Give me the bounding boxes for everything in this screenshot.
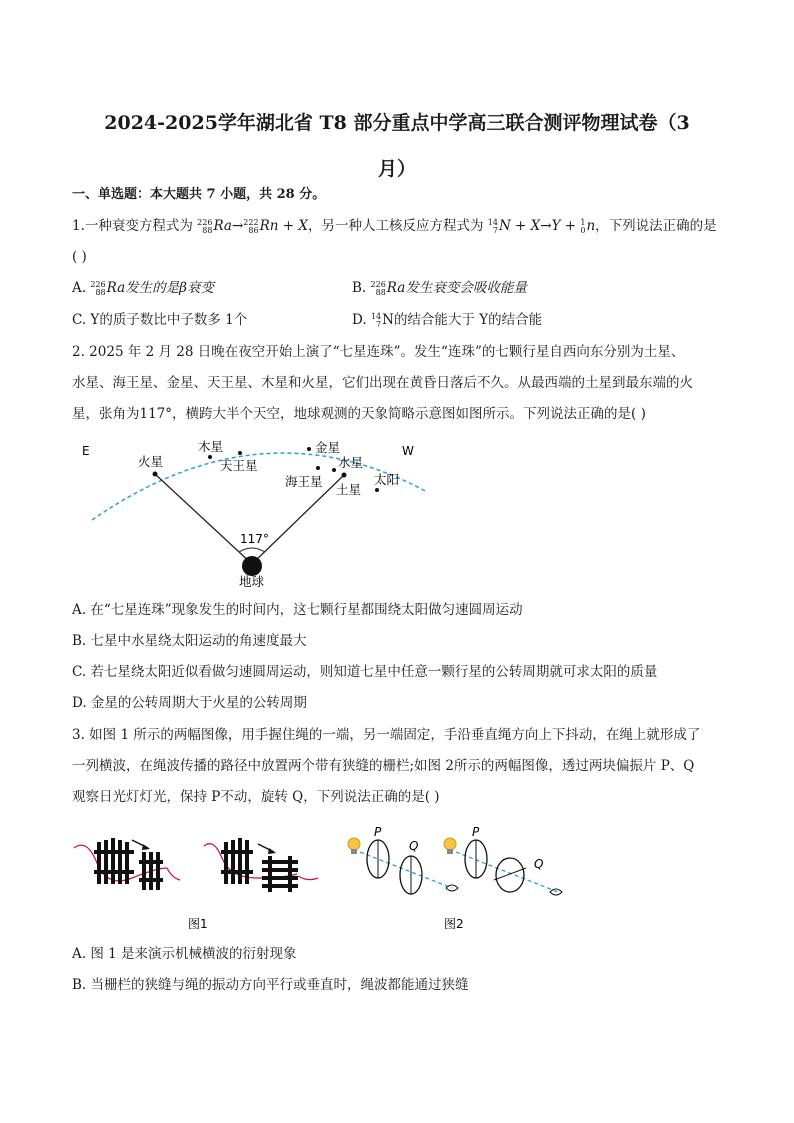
- title-line-1: 2024-2025学年湖北省 T8 部分重点中学高三联合测评物理试卷（3: [104, 112, 690, 134]
- neptune-dot: [316, 466, 320, 470]
- label-venus: 金星: [315, 440, 341, 455]
- label-east: E: [82, 444, 90, 458]
- q1-option-d[interactable]: D. 14 7 N的结合能大于 Y的结合能: [352, 311, 543, 329]
- mercury-dot: [332, 468, 336, 472]
- label-q-left: Q: [409, 839, 419, 853]
- label-angle: 117°: [240, 532, 269, 546]
- label-p-left: P: [374, 825, 382, 839]
- q1-option-b[interactable]: B. 226 88 Ra发生衰变会吸收能量: [352, 279, 527, 297]
- section-heading: 一、单选题：本大题共 7 小题，共 28 分。: [72, 187, 326, 202]
- mars-dot: [153, 472, 158, 477]
- title-line-2: 月）: [377, 158, 416, 180]
- q2-stem-line-2: 水星、海王星、金星、天王星、木星和火星，它们出现在黄昏日落后不久。从最西端的土星到最东端的火: [72, 375, 693, 391]
- q1-stem: 1.一种衰变方程式为 226 88 Ra→ 222 86 Rn + X，另一种人工核反应方程式为 14 7 N + X→Y + 1 0 n，下列说法正确的是: [72, 217, 717, 235]
- fence-crossed-group: [204, 838, 318, 892]
- label-west: W: [402, 444, 414, 458]
- planet-alignment-diagram: [72, 432, 432, 592]
- page-title: [60, 100, 734, 192]
- q1-paren: ( ): [72, 249, 87, 265]
- lightbulb-base: [351, 849, 357, 854]
- q2-option-d[interactable]: D. 金星的公转周期大于火星的公转周期: [72, 695, 307, 711]
- label-neptune: 海王星: [285, 474, 323, 489]
- eye-icon-2: [550, 889, 562, 895]
- q2-stem-line-1: 2. 2025 年 2 月 28 日晚在夜空开始上演了“七星连珠”。发生“连珠”的七颗行星自西向东分别为土星、: [72, 344, 685, 360]
- lightbulb-icon-2: [444, 838, 456, 850]
- q3-stem-line-2: 一列横波，在绳波传播的路径中放置两个带有狭缝的栅栏;如图 2所示的两幅图像，透过两块偏振片 P、Q: [72, 758, 695, 774]
- q3-option-a[interactable]: A. 图 1 是来演示机械横波的衍射现象: [72, 946, 297, 962]
- label-p-right: P: [472, 825, 480, 839]
- label-q-right: Q: [534, 857, 544, 871]
- label-fig1: 图1: [188, 917, 208, 931]
- q1-option-a[interactable]: A. 226 88 Ra发生的是β衰变: [72, 279, 214, 297]
- jupiter-dot: [208, 455, 212, 459]
- q2-option-b[interactable]: B. 七星中水星绕太阳运动的角速度最大: [72, 633, 307, 649]
- q2-option-c[interactable]: C. 若七星绕太阳近似看做匀速圆周运动，则知道七星中任意一颗行星的公转周期就可求太阳的质量: [72, 664, 658, 680]
- label-saturn: 土星: [336, 482, 362, 497]
- q2-option-a[interactable]: A. 在“七星连珠”现象发生的时间内，这七颗行星都围绕太阳做匀速圆周运动: [72, 602, 523, 618]
- uranus-dot: [238, 451, 242, 455]
- sight-line-mars: [155, 474, 252, 564]
- q2-stem-line-3: 星，张角为117°，横跨大半个天空，地球观测的天象简略示意图如图所示。下列说法正确的是( ): [72, 406, 646, 422]
- polarizer-pair-aligned: [348, 825, 458, 894]
- label-mercury: 水星: [338, 455, 364, 470]
- polarizer-q-right: [496, 858, 524, 892]
- label-fig2: 图2: [444, 917, 464, 931]
- polarizer-pair-crossed: [444, 825, 562, 895]
- lightbulb-icon: [348, 838, 360, 850]
- angle-arc: [239, 548, 265, 552]
- q3-stem-line-3: 观察日光灯灯光，保持 P不动，旋转 Q，下列说法正确的是( ): [72, 789, 440, 805]
- sun-dot: [375, 488, 379, 492]
- label-sun: 太阳: [374, 472, 400, 487]
- polarization-figures: [72, 818, 572, 936]
- venus-dot: [307, 447, 311, 451]
- fence-vertical-group: [74, 838, 180, 890]
- earth-dot: [242, 556, 262, 576]
- q3-option-b[interactable]: B. 当栅栏的狭缝与绳的振动方向平行或垂直时，绳波都能通过狭缝: [72, 977, 469, 993]
- label-uranus: 天王星: [220, 458, 258, 473]
- q1-option-c[interactable]: C. Y的质子数比中子数多 1个: [72, 312, 248, 328]
- label-earth: 地球: [239, 574, 265, 589]
- q3-stem-line-1: 3. 如图 1 所示的两幅图像，用手握住绳的一端，另一端固定，手沿垂直绳方向上下抖动，在绳上就形成了: [72, 727, 701, 743]
- label-mars: 火星: [138, 454, 164, 469]
- label-jupiter: 木星: [198, 439, 224, 454]
- saturn-dot: [342, 473, 347, 478]
